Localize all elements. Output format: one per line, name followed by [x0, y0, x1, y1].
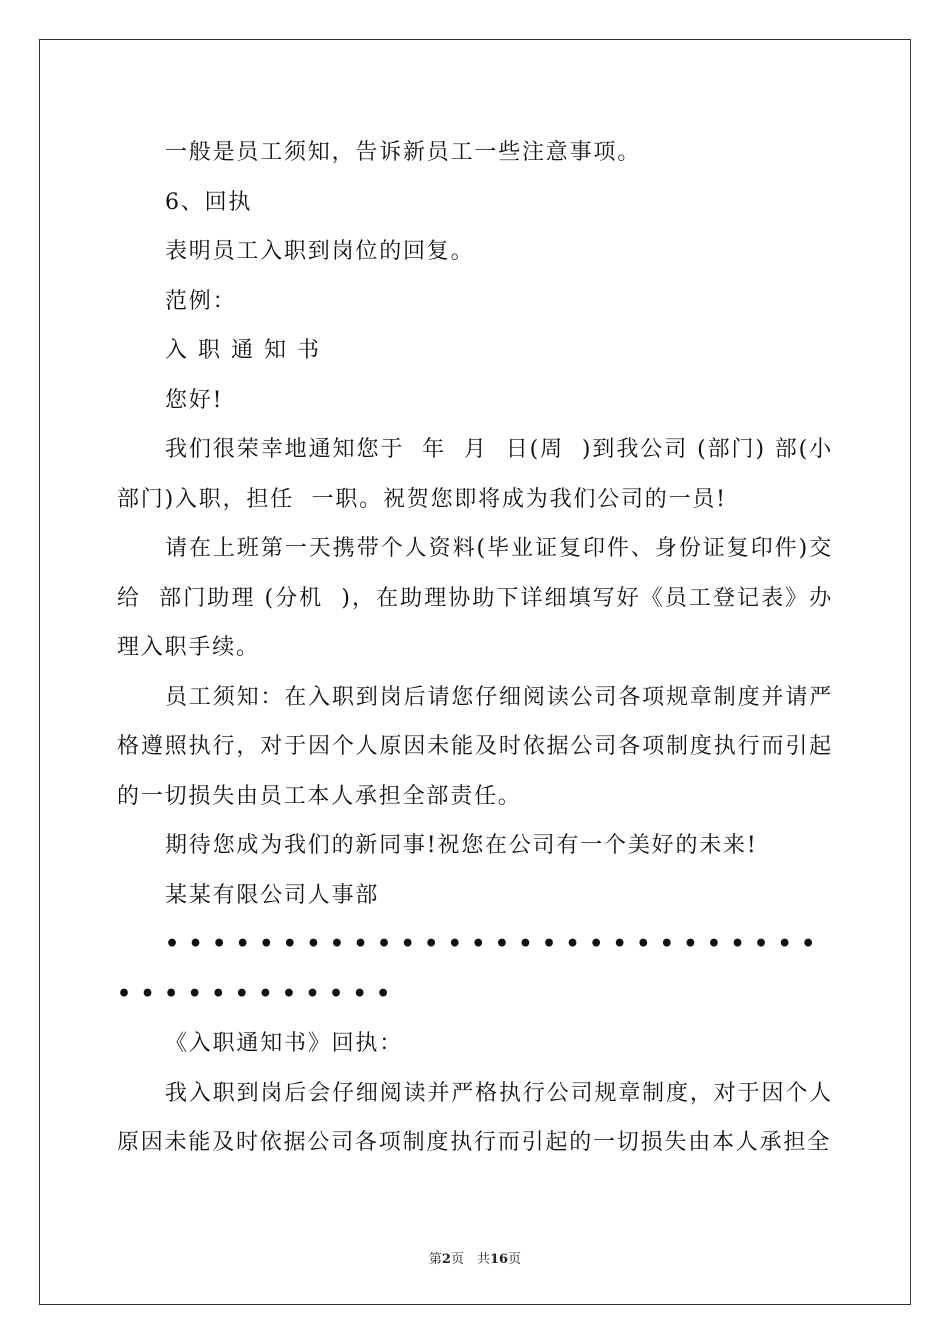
footer-middle: 页 共: [450, 1252, 490, 1267]
footer-suffix: 页: [508, 1252, 522, 1267]
paragraph-welcome: 期待您成为我们的新同事!祝您在公司有一个美好的未来!: [165, 833, 758, 858]
paragraph-notice-desc: 一般是员工须知，告诉新员工一些注意事项。: [165, 140, 642, 165]
receipt-title: 《入职通知书》回执：: [165, 1031, 404, 1056]
greeting: 您好!: [165, 387, 224, 413]
paragraph-receipt-body: 我入职到岗后会仔细阅读并严格执行公司规章制度，对于因个人原因未能及时依据公司各项制度执行而引起的一切损失由本人承担全: [117, 1080, 833, 1155]
paragraph-documents: 请在上班第一天携带个人资料(毕业证复印件、身份证复印件)交给 部门助理 (分机 )，在助理协助下详细填写好《员工登记表》办理入职手续。: [117, 536, 833, 660]
heading-example: 范例：: [165, 288, 237, 314]
dotted-separator: ••••••••••••••••••••••••••••••••••••••••: [117, 931, 825, 1007]
footer-prefix: 第: [428, 1252, 442, 1267]
footer-total-pages: 16: [489, 1252, 509, 1267]
paragraph-employee-notice: 员工须知：在入职到岗后请您仔细阅读公司各项规章制度并请严格遵照执行，对于因个人原因未能及时依据公司各项制度执行而引起的一切损失由员工本人承担全部责任。: [117, 684, 833, 809]
heading-receipt: 6、回执: [165, 189, 253, 215]
document-body: [117, 128, 833, 1168]
paragraph-receipt-desc: 表明员工入职到岗位的回复。: [165, 239, 475, 264]
notice-title: 入 职 通 知 书: [165, 338, 321, 363]
paragraph-notify: 我们很荣幸地通知您于 年 月 日(周 )到我公司 (部门) 部(小部门)入职，担任 一职。祝贺您即将成为我们公司的一员!: [117, 437, 833, 512]
footer-page-number: 2: [441, 1252, 451, 1267]
page-footer: [0, 1248, 950, 1267]
signature-department: 某某有限公司人事部: [165, 882, 380, 908]
